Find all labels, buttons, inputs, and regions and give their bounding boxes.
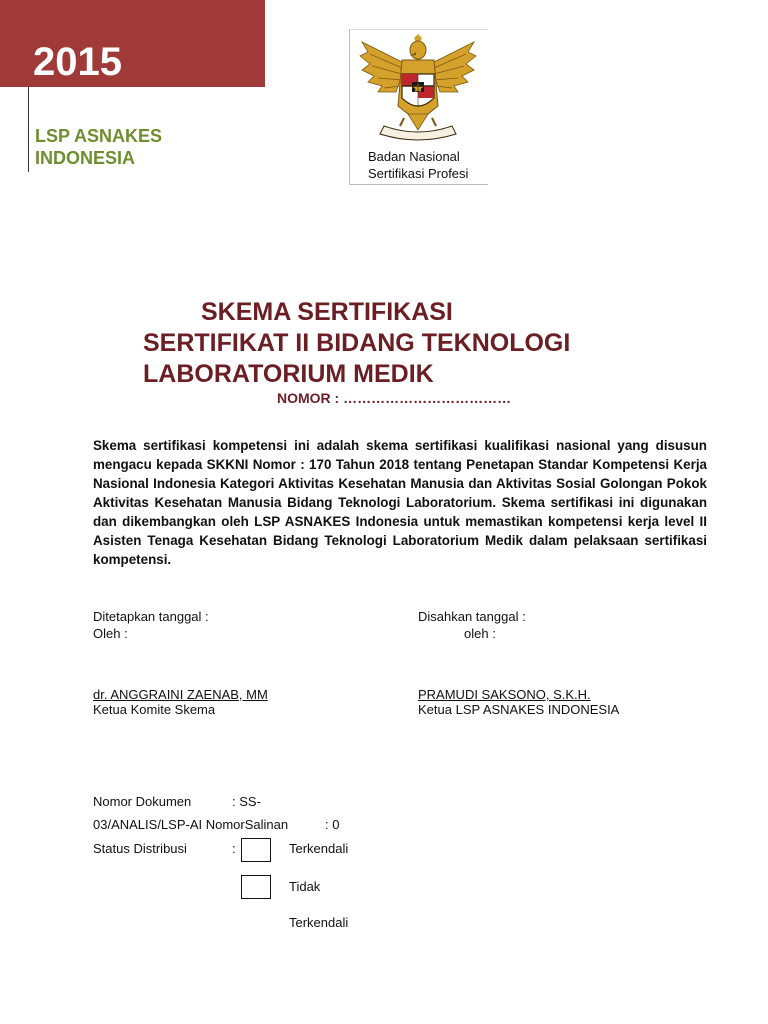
logo-caption	[368, 148, 483, 182]
title-line3: LABORATORIUM MEDIK	[143, 360, 434, 388]
distribution-status-colon: :	[232, 841, 236, 856]
scheme-description: Skema sertifikasi kompetensi ini adalah skema sertifikasi kualifikasi nasional yang disusun mengacu kepada SKKNI Nomor : 170 Tahun 2018 tentang Penetapan Standar Kompetensi Kerja Nasional Indonesia Kategori Aktivitas Kesehatan Manusia dan Aktivitas Sosial Golongan Pokok Aktivitas Kesehatan Manusia Bidang Teknologi Laboratorium. Skema sertifikasi ini digunakan dan dikembangkan oleh LSP ASNAKES Indonesia untuk memastikan kompetensi kerja level II Asisten Tenaga Kesehatan Bidang Teknologi Laboratorium Medik dalam pelaksaan sertifikasi kompetensi.	[93, 438, 707, 567]
option-tidak-label: Tidak	[289, 879, 321, 894]
option-terkendali-label: Terkendali	[289, 841, 349, 856]
left-signatory-name: dr. ANGGRAINI ZAENAB, MM	[93, 687, 268, 702]
garuda-pancasila-emblem-icon	[356, 34, 486, 146]
organization-name	[35, 125, 235, 169]
org-name-line1: LSP ASNAKES	[35, 126, 163, 146]
right-signatory-role: Ketua LSP ASNAKES INDONESIA	[418, 702, 620, 717]
right-date-label: Disahkan tanggal :	[418, 609, 526, 624]
doc-number-continuation: 03/ANALIS/LSP-AI NomorSalinan	[93, 817, 289, 832]
year-label: 2015	[33, 40, 122, 84]
logo-caption-line2: Sertifikasi Profesi	[368, 166, 469, 181]
org-name-line2: INDONESIA	[35, 148, 136, 168]
header-divider-line	[28, 87, 29, 172]
document-number-line: NOMOR : ………………………………	[277, 390, 512, 406]
distribution-status-label: Status Distribusi	[93, 841, 187, 856]
title-line2: SERTIFIKAT II BIDANG TEKNOLOGI	[143, 329, 571, 357]
title-line1: SKEMA SERTIFIKASI	[201, 298, 453, 326]
right-signatory-name: PRAMUDI SAKSONO, S.K.H.	[418, 687, 591, 702]
left-by-label: Oleh :	[93, 626, 128, 641]
logo-caption-line1: Badan Nasional	[368, 149, 460, 164]
doc-number-label: Nomor Dokumen	[93, 794, 192, 809]
checkbox-terkendali[interactable]	[241, 838, 271, 862]
left-date-label: Ditetapkan tanggal :	[93, 609, 209, 624]
copy-number-value: : 0	[325, 817, 340, 832]
checkbox-tidak-terkendali[interactable]	[241, 875, 271, 899]
option-terkendali-continuation: Terkendali	[289, 915, 349, 930]
right-by-label: oleh :	[464, 626, 496, 641]
left-signatory-role: Ketua Komite Skema	[93, 702, 216, 717]
doc-number-value: : SS-	[232, 794, 261, 809]
